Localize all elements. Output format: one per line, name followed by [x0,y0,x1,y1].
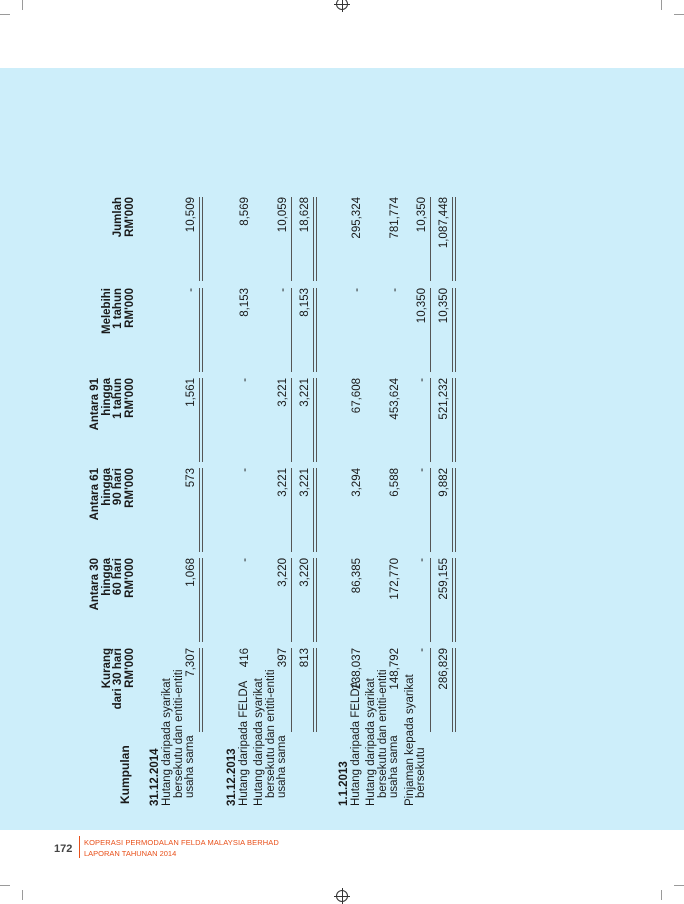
total-double-rule [313,468,317,552]
total-double-rule [199,648,203,732]
column-header-line: hingga [100,468,113,506]
column-header-line: Kurang [100,648,113,689]
table-cell: 10,350 [416,288,428,324]
table-cell: 138,037 [350,648,363,690]
row-label: Hutang daripada syarikat [253,678,265,806]
total-double-rule [313,558,317,642]
total-double-rule [452,197,456,281]
table-cell: 67,608 [350,378,363,414]
table-cell: - [238,558,251,562]
column-header [76,288,136,380]
total-double-rule [199,378,203,462]
column-header-line: Antara 91 [89,378,101,431]
footer-divider [79,836,80,858]
content-panel [0,68,684,830]
page-number: 172 [54,843,73,855]
table-cell: 8,153 [238,288,251,317]
table-cell: - [416,558,428,562]
sum-rule [430,648,431,732]
table-cell: 3,220 [277,558,289,587]
footer-report-name: LAPORAN TAHUNAN 2014 [84,849,177,858]
total-cell: 10,350 [437,288,450,324]
column-header-line: RM'000 [123,288,136,328]
table-cell: - [185,288,197,292]
table-cell: 3,221 [277,378,289,407]
column-header-line: Antara 61 [89,468,101,521]
table-cell: 10,509 [185,197,197,233]
table-cell: 148,792 [389,648,401,690]
sum-rule [430,558,431,642]
table-cell: 573 [185,468,197,488]
row-label: bersekutu dan entiti-entiti [264,669,277,798]
registration-mark-icon [336,890,348,902]
total-double-rule [452,648,456,732]
column-header [76,197,136,289]
sum-rule [430,468,431,552]
column-header [76,558,136,650]
table-cell: 10,350 [416,197,428,233]
total-double-rule [313,378,317,462]
crop-mark [661,0,662,10]
table-cell: - [416,648,428,652]
sum-rule [430,197,431,281]
total-double-rule [199,197,203,281]
section-date: 1.1.2013 [337,761,350,806]
table-cell: 7,307 [185,648,197,677]
column-header-line: Jumlah [112,197,124,238]
table-cell: - [416,378,428,382]
sum-rule [430,288,431,372]
column-header-line: 90 hari [112,468,124,506]
section-date: 31.12.2013 [225,748,238,806]
total-cell: 18,628 [298,197,311,233]
total-double-rule [452,288,456,372]
column-header-line: RM'000 [123,378,136,418]
table-cell: - [238,378,251,382]
row-label: Hutang daripada syarikat [365,678,377,806]
row-label: Hutang daripada FELDA [349,680,362,806]
column-header-line: RM'000 [123,468,136,508]
footer-org-name: KOPERASI PERMODALAN FELDA MALAYSIA BERHAD [84,838,279,847]
column-header-line: Melebihi [100,288,113,335]
total-double-rule [452,468,456,552]
row-label: bersekutu dan entiti-entiti [376,669,389,798]
total-double-rule [313,288,317,372]
crop-mark [22,0,23,10]
total-double-rule [452,558,456,642]
total-double-rule [313,648,317,732]
row-label: Pinjaman kepada syarikat [403,674,416,806]
total-cell: 9,882 [437,468,450,497]
row-label: usaha sama [184,735,196,798]
table-cell: 1,561 [185,378,197,407]
total-cell: 1,087,448 [437,197,450,249]
column-header [76,468,136,560]
total-cell: 3,221 [298,378,311,407]
total-cell: 259,155 [437,558,450,600]
row-label: Hutang daripada FELDA [237,680,250,806]
total-cell: 286,829 [437,648,450,690]
total-cell: 3,220 [298,558,311,587]
column-header-line: RM'000 [123,648,136,688]
sum-rule [291,468,292,552]
row-label: Hutang daripada syarikat [161,678,173,806]
total-cell: 8,153 [298,288,311,317]
sum-rule [430,378,431,462]
section-date: 31.12.2014 [149,748,161,806]
total-double-rule [199,288,203,372]
column-header-line: 1 tahun [112,378,124,419]
table-cell: 416 [238,648,251,668]
group-label: Kumpulan [118,745,132,804]
sum-rule [291,648,292,732]
sum-rule [291,197,292,281]
column-header-line: RM'000 [123,558,136,598]
column-header-line: dari 30 hari [112,648,124,710]
rotated-table [0,68,684,830]
total-cell: 3,221 [298,468,311,497]
total-double-rule [313,197,317,281]
total-double-rule [199,558,203,642]
column-header [76,648,136,740]
total-cell: 521,232 [437,378,450,420]
column-header [76,378,136,470]
registration-mark-icon [336,0,348,10]
table-cell: 397 [277,648,289,668]
crop-mark [661,890,662,900]
total-double-rule [199,468,203,552]
table-cell: 8,569 [238,197,251,226]
table-cell: 781,774 [389,197,401,239]
column-header-line: Antara 30 [89,558,101,611]
column-header-line: hingga [100,378,113,416]
table-cell: 6,588 [389,468,401,497]
sum-rule [291,378,292,462]
table-cell: 453,624 [389,378,401,420]
row-label: usaha sama [276,735,288,798]
column-header-line: hingga [100,558,113,596]
total-double-rule [452,378,456,462]
table-cell: 1,068 [185,558,197,587]
crop-mark [22,890,23,900]
table-cell: 86,385 [350,558,363,594]
crop-mark [674,14,684,15]
table-cell: - [277,288,289,292]
table-cell: - [389,288,401,292]
total-cell: 813 [298,648,311,668]
table-cell: - [238,468,251,472]
crop-mark [0,14,10,15]
row-label: bersekutu [415,747,427,798]
table-cell: 10,059 [277,197,289,233]
table-cell: 3,294 [350,468,363,497]
sum-rule [291,288,292,372]
column-header-line: 60 hari [112,558,124,596]
table-cell: 295,324 [350,197,363,239]
row-label: bersekutu dan entiti-entiti [172,669,185,798]
table-cell: - [350,288,363,292]
sum-rule [291,558,292,642]
table-cell: 3,221 [277,468,289,497]
crop-mark [0,885,10,886]
table-cell: 172,770 [389,558,401,600]
table-cell: - [416,468,428,472]
column-header-line: RM'000 [123,197,136,237]
column-header-line: 1 tahun [112,288,124,329]
row-label: usaha sama [388,735,400,798]
crop-mark [674,885,684,886]
